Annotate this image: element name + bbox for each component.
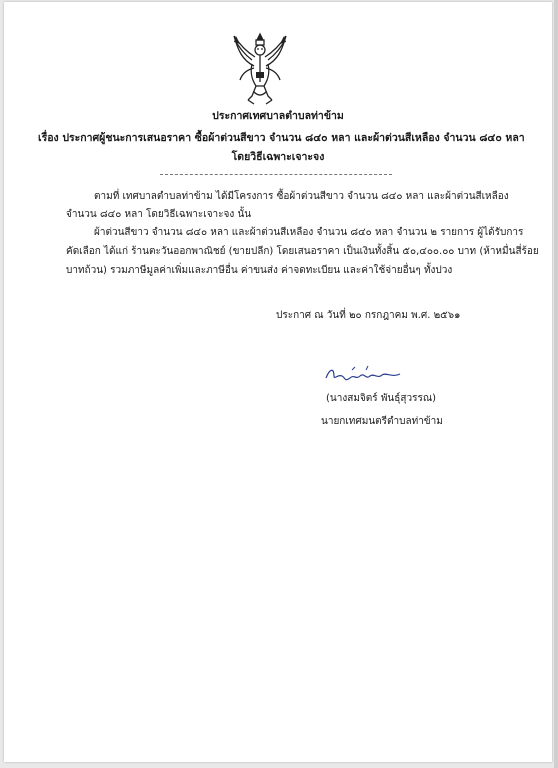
announcement-method: โดยวิธีเฉพาะเจาะจง xyxy=(231,151,325,163)
announcement-title: ประกาศเทศบาลตำบลท่าข้าม xyxy=(212,110,344,122)
separator-line xyxy=(160,174,392,175)
paragraph-1-line-1: ตามที่ เทศบาลตำบลท่าข้าม ได้มีโครงการ ซื้อผ้าต่วนสีขาว จำนวน ๘๔๐ หลา และผ้าต่วนสีเหลือง xyxy=(94,191,509,202)
paragraph-2-line-2: คัดเลือก ได้แก่ ร้านตะวันออกพาณิชย์ (ขายปลีก) โดยเสนอราคา เป็นเงินทั้งสิ้น ๕๐,๔๐๐.๐๐ บาท (ห้าหมื่นสี่ร้อย xyxy=(66,246,539,257)
announce-date: ประกาศ ณ วันที่ ๒๐ กรกฎาคม พ.ศ. ๒๕๖๑ xyxy=(276,310,461,321)
document-page xyxy=(4,2,552,762)
signatory-position: นายกเทศมนตรีตำบลท่าข้าม xyxy=(321,416,443,427)
paragraph-1-line-2: จำนวน ๘๔๐ หลา โดยวิธีเฉพาะเจาะจง นั้น xyxy=(66,209,252,220)
handwritten-signature xyxy=(322,364,404,386)
announcement-subject: เรื่อง ประกาศผู้ชนะการเสนอราคา ซื้อผ้าต่วนสีขาว จำนวน ๘๔๐ หลา และผ้าต่วนสีเหลือง จำนวน ๘๔๐ หลา xyxy=(38,132,525,144)
paragraph-2-line-1: ผ้าต่วนสีขาว จำนวน ๘๔๐ หลา และผ้าต่วนสีเหลือง จำนวน ๘๔๐ หลา จำนวน ๒ รายการ ผู้ได้รับการ xyxy=(94,227,524,238)
paragraph-2-line-3: บาทถ้วน) รวมภาษีมูลค่าเพิ่มและภาษีอื่น ค่าขนส่ง ค่าจดทะเบียน และค่าใช้จ่ายอื่นๆ ทั้งปวง xyxy=(66,265,453,276)
signatory-name: (นางสมจิตร์ พันธุ์สุวรรณ) xyxy=(326,393,437,404)
scan-edge xyxy=(554,0,558,768)
garuda-emblem-icon xyxy=(230,30,290,108)
